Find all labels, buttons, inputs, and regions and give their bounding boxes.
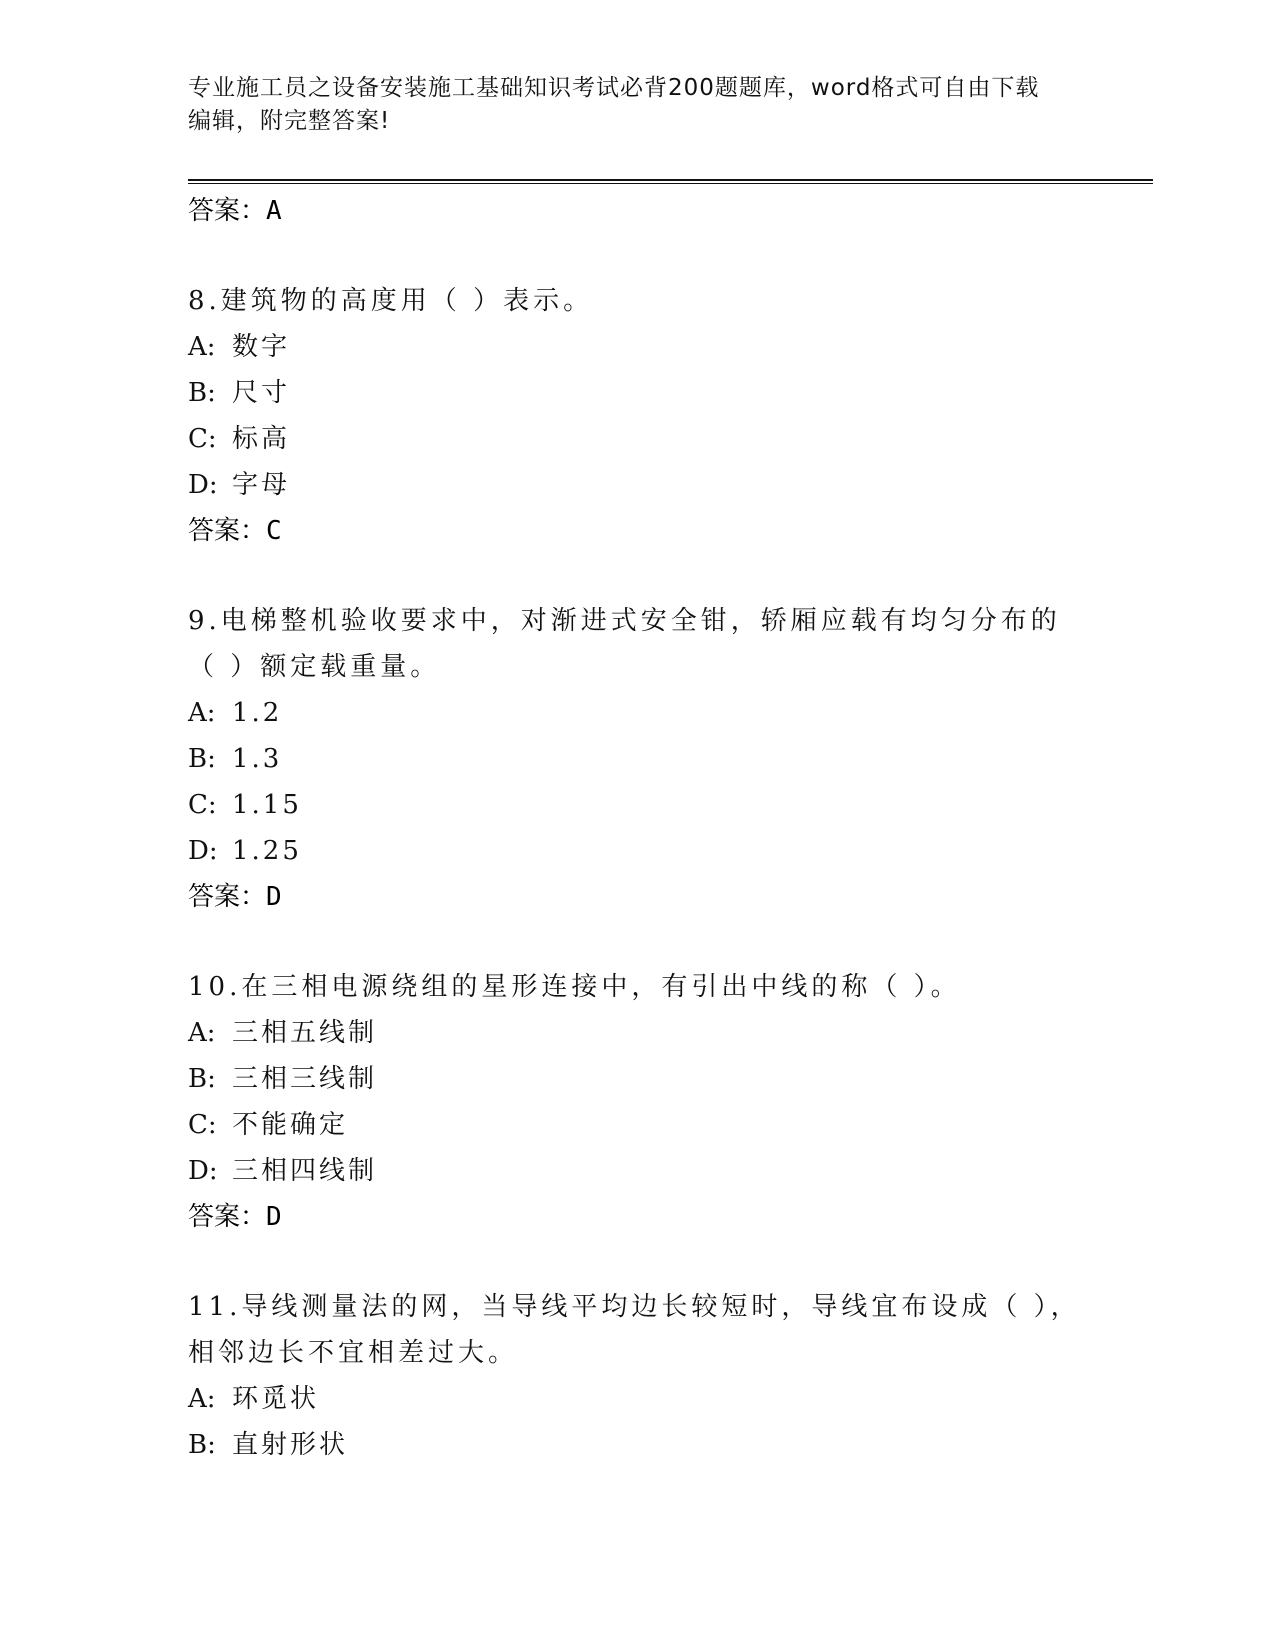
option-letter: A:: [188, 1384, 216, 1414]
option-text: 三相四线制: [232, 1156, 378, 1186]
question-text: 11.导线测量法的网，当导线平均边长较短时，导线宜布设成（ ），相邻边长不宜相差过大。: [188, 1292, 1081, 1368]
answer-label: 答案：: [188, 196, 267, 226]
answer-label: 答案：: [188, 1202, 267, 1232]
spacer: [188, 1240, 1088, 1284]
answer-line: [188, 874, 1088, 920]
question-block-8: [188, 278, 1088, 554]
option-a: [188, 1376, 1088, 1422]
option-letter: C:: [188, 424, 217, 454]
spacer: [188, 920, 1088, 964]
document-header: [188, 72, 1068, 138]
question-text: 8.建筑物的高度用（ ）表示。: [188, 286, 594, 316]
option-c: [188, 416, 1088, 462]
header-title-line2: 编辑，附完整答案!: [188, 108, 391, 134]
option-text: 环觅状: [232, 1384, 320, 1414]
option-letter: C:: [188, 1110, 217, 1140]
answer-line-7: [188, 188, 1088, 234]
option-letter: B:: [188, 744, 216, 774]
spacer: [188, 234, 1088, 278]
question-block-10: [188, 964, 1088, 1240]
spacer: [188, 554, 1088, 598]
option-letter: D:: [188, 1156, 218, 1186]
option-a: [188, 1010, 1088, 1056]
answer-value: C: [266, 516, 282, 546]
option-letter: D:: [188, 470, 218, 500]
header-title-line1: 专业施工员之设备安装施工基础知识考试必背200题题库，word格式可自由下载: [188, 75, 1040, 101]
answer-line: [188, 1194, 1088, 1240]
option-letter: B:: [188, 378, 216, 408]
option-letter: B:: [188, 1430, 216, 1460]
option-text: 1.2: [232, 698, 283, 728]
option-letter: C:: [188, 790, 217, 820]
question-block-11: [188, 1284, 1088, 1468]
answer-value: A: [266, 196, 282, 226]
option-b: [188, 736, 1088, 782]
option-a: [188, 324, 1088, 370]
option-b: [188, 1056, 1088, 1102]
option-letter: A:: [188, 332, 216, 362]
question-text: 9.电梯整机验收要求中，对渐进式安全钳，轿厢应载有均匀分布的（ ）额定载重量。: [188, 606, 1061, 682]
option-text: 数字: [232, 332, 291, 362]
answer-value: D: [266, 882, 282, 912]
option-text: 直射形状: [232, 1430, 349, 1460]
option-text: 不能确定: [232, 1110, 349, 1140]
option-text: 三相三线制: [232, 1064, 378, 1094]
option-a: [188, 690, 1088, 736]
option-letter: A:: [188, 1018, 216, 1048]
question-text: 10.在三相电源绕组的星形连接中，有引出中线的称（ ）。: [188, 972, 961, 1002]
option-c: [188, 782, 1088, 828]
question-list: [188, 188, 1088, 1468]
option-letter: A:: [188, 698, 216, 728]
answer-value: D: [266, 1202, 282, 1232]
answer-label: 答案：: [188, 516, 267, 546]
option-letter: D:: [188, 836, 218, 866]
option-b: [188, 370, 1088, 416]
option-d: [188, 828, 1088, 874]
answer-label: 答案：: [188, 882, 267, 912]
option-text: 字母: [232, 470, 291, 500]
question-block-9: [188, 598, 1088, 920]
option-text: 1.25: [232, 836, 302, 866]
option-d: [188, 1148, 1088, 1194]
option-text: 三相五线制: [232, 1018, 378, 1048]
option-text: 1.15: [232, 790, 302, 820]
option-d: [188, 462, 1088, 508]
option-c: [188, 1102, 1088, 1148]
option-text: 标高: [232, 424, 291, 454]
answer-line: [188, 508, 1088, 554]
option-b: [188, 1422, 1088, 1468]
option-text: 1.3: [232, 744, 283, 774]
header-divider: [188, 179, 1153, 184]
option-text: 尺寸: [232, 378, 291, 408]
option-letter: B:: [188, 1064, 216, 1094]
